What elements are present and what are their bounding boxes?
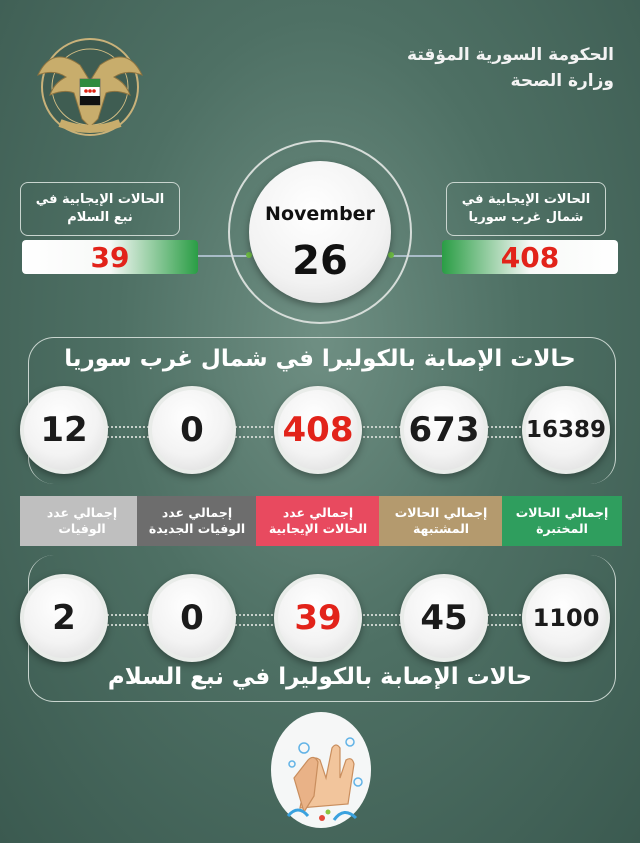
peace-spring-tested-circle: 1100 xyxy=(522,574,610,662)
northwest-tested-circle: 16389 xyxy=(522,386,610,474)
ministry-header xyxy=(407,42,614,94)
peace-spring-summary-title: الحالات الإيجابية في نبع السلام xyxy=(20,182,180,236)
label-total-deaths: إجمالي عدد الوفيات xyxy=(20,496,144,546)
peace-spring-positive-circle: 39 xyxy=(274,574,362,662)
label-positive-cases: إجمالي عدد الحالات الإيجابية xyxy=(256,496,380,546)
peace-spring-suspected-circle: 45 xyxy=(400,574,488,662)
northwest-section-title: حالات الإصابة بالكوليرا في شمال غرب سوريا xyxy=(64,346,576,372)
peace-spring-deaths-circle: 2 xyxy=(20,574,108,662)
northwest-new-deaths-circle: 0 xyxy=(148,386,236,474)
ministry-name: وزارة الصحة xyxy=(510,71,614,91)
peace-spring-summary-value: 39 xyxy=(22,240,198,274)
northwest-suspected-circle: 673 xyxy=(400,386,488,474)
northwest-summary-value: 408 xyxy=(442,240,618,274)
date-month: November xyxy=(265,203,375,225)
eagle-emblem-icon xyxy=(30,35,150,143)
label-tested-cases: إجمالي الحالات المختبرة xyxy=(502,496,622,546)
label-suspected-cases: إجمالي الحالات المشتبهة xyxy=(379,496,503,546)
peace-spring-new-deaths-circle: 0 xyxy=(148,574,236,662)
northwest-deaths-circle: 12 xyxy=(20,386,108,474)
label-new-deaths: إجمالي عدد الوفيات الجديدة xyxy=(137,496,257,546)
peace-spring-section-title: حالات الإصابة بالكوليرا في نبع السلام xyxy=(107,664,533,690)
northwest-summary-title: الحالات الإيجابية في شمال غرب سوريا xyxy=(446,182,606,236)
northwest-positive-circle: 408 xyxy=(274,386,362,474)
government-name: الحكومة السورية المؤقتة xyxy=(407,45,614,65)
date-day: 26 xyxy=(292,238,348,284)
hand-washing-icon xyxy=(268,708,374,834)
